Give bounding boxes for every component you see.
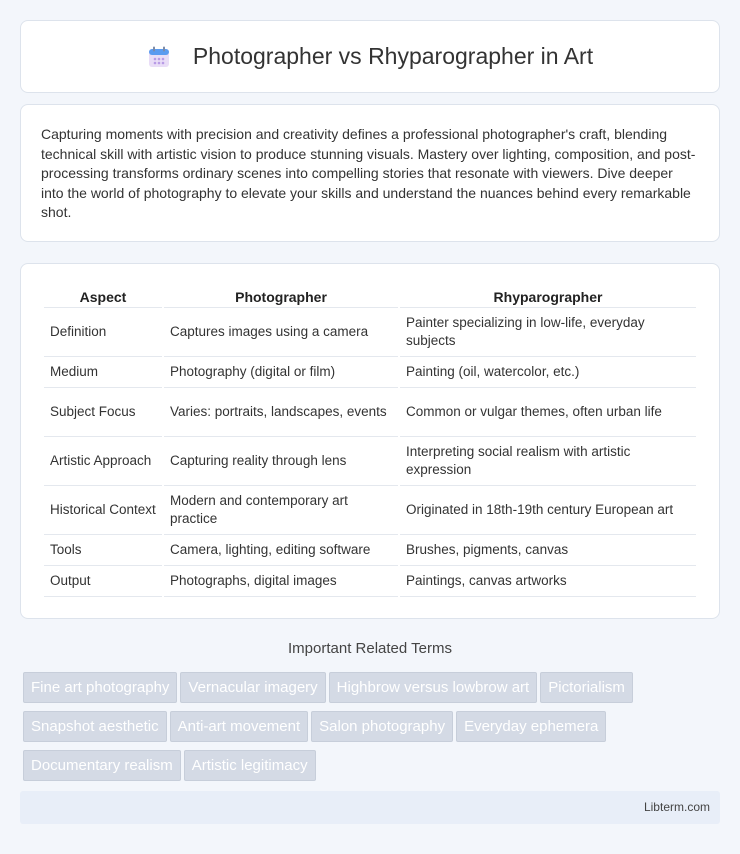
footer bbox=[20, 791, 720, 824]
related-term-tag[interactable]: Highbrow versus lowbrow art bbox=[329, 672, 538, 703]
calendar-icon bbox=[147, 45, 171, 69]
column-header: Rhyparographer bbox=[400, 286, 696, 308]
comparison-table-card bbox=[20, 263, 720, 619]
related-term-tag[interactable]: Snapshot aesthetic bbox=[23, 711, 167, 742]
table-cell: Historical Context bbox=[44, 486, 162, 535]
table-cell: Varies: portraits, landscapes, events bbox=[164, 388, 398, 437]
table-cell: Common or vulgar themes, often urban life bbox=[400, 388, 696, 437]
header-card bbox=[20, 20, 720, 93]
related-term-tag[interactable]: Artistic legitimacy bbox=[184, 750, 316, 781]
related-terms-list bbox=[23, 672, 723, 789]
table-row bbox=[44, 437, 696, 486]
table-row bbox=[44, 388, 696, 437]
related-term-tag[interactable]: Everyday ephemera bbox=[456, 711, 606, 742]
related-terms-title: Important Related Terms bbox=[288, 640, 452, 657]
table-cell: Artistic Approach bbox=[44, 437, 162, 486]
table-row bbox=[44, 357, 696, 388]
related-term-tag[interactable]: Salon photography bbox=[311, 711, 453, 742]
related-term-tag[interactable]: Pictorialism bbox=[540, 672, 633, 703]
related-term-tag[interactable]: Vernacular imagery bbox=[180, 672, 325, 703]
table-cell: Subject Focus bbox=[44, 388, 162, 437]
table-cell: Originated in 18th-19th century European art bbox=[400, 486, 696, 535]
related-term-tag[interactable]: Anti-art movement bbox=[170, 711, 309, 742]
table-cell: Medium bbox=[44, 357, 162, 388]
table-row bbox=[44, 535, 696, 566]
table-cell: Capturing reality through lens bbox=[164, 437, 398, 486]
column-header: Photographer bbox=[164, 286, 398, 308]
intro-text: Capturing moments with precision and creativity defines a professional photographer's craft, blending technical skill with artistic vision to produce stunning visuals. Mastery over lighting, composition, and post-processing transforms ordinary scenes into compelling stories that resonate with viewers. Dive deeper into the world of photography to elevate your skills and understand the nuances behind every remarkable shot. bbox=[41, 126, 696, 220]
table-cell: Modern and contemporary art practice bbox=[164, 486, 398, 535]
related-term-tag[interactable]: Documentary realism bbox=[23, 750, 181, 781]
table-cell: Output bbox=[44, 566, 162, 597]
page-title: Photographer vs Rhyparographer in Art bbox=[192, 43, 594, 69]
table-cell: Captures images using a camera bbox=[164, 308, 398, 357]
table-cell: Camera, lighting, editing software bbox=[164, 535, 398, 566]
related-term-tag[interactable]: Fine art photography bbox=[23, 672, 177, 703]
table-header-row bbox=[44, 286, 696, 308]
table-cell: Tools bbox=[44, 535, 162, 566]
table-cell: Interpreting social realism with artistic expression bbox=[400, 437, 696, 486]
footer-brand-link[interactable]: Libterm.com bbox=[643, 800, 710, 814]
table-cell: Painter specializing in low-life, everyday subjects bbox=[400, 308, 696, 357]
table-row bbox=[44, 308, 696, 357]
intro-card bbox=[20, 104, 720, 242]
table-cell: Definition bbox=[44, 308, 162, 357]
table-cell: Brushes, pigments, canvas bbox=[400, 535, 696, 566]
table-cell: Photography (digital or film) bbox=[164, 357, 398, 388]
table-cell: Photographs, digital images bbox=[164, 566, 398, 597]
table-row bbox=[44, 486, 696, 535]
comparison-table bbox=[42, 286, 698, 597]
table-row bbox=[44, 566, 696, 597]
column-header: Aspect bbox=[44, 286, 162, 308]
table-cell: Paintings, canvas artworks bbox=[400, 566, 696, 597]
table-cell: Painting (oil, watercolor, etc.) bbox=[400, 357, 696, 388]
